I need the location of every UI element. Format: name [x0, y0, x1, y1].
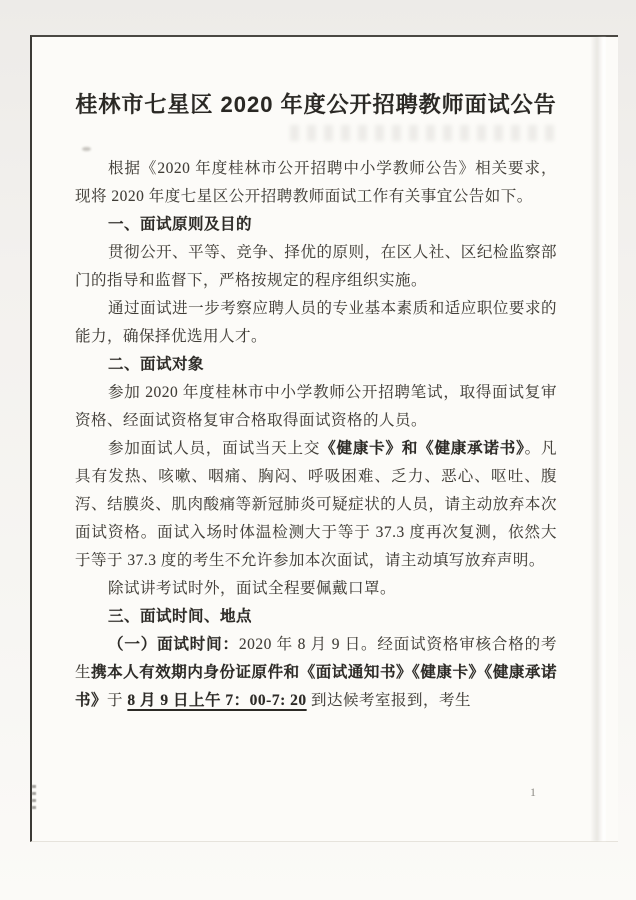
paragraph	[75, 239, 557, 295]
text-segment: 携本人有效期内身份证原件和《面试通知书》《健康卡》《健康承诺书》	[75, 664, 557, 709]
paragraph	[75, 379, 557, 435]
text-segment: 。凡具有发热、咳嗽、咽痛、胸闷、呼吸困难、乏力、恶心、呕吐、腹泻、结膜炎、肌肉酸痛等新冠肺炎可疑症状的人员，请主动放弃本次面试资格。面试入场时体温检测大于等于 37.3 度再次复测，依然大于等于 37.3 度的考生不允许参加本次面试，请主动填写放弃声明。	[75, 440, 557, 569]
text-segment: 通过面试进一步考察应聘人员的专业基本素质和适应职位要求的能力，确保择优选用人才。	[75, 300, 557, 345]
paragraph	[75, 575, 557, 603]
page-number: 1	[530, 785, 536, 799]
text-segment: 除试讲考试时外，面试全程要佩戴口罩。	[108, 580, 397, 597]
text-segment: 参加 2020 年度桂林市中小学教师公开招聘笔试，取得面试复审资格、经面试资格复审合格取得面试资格的人员。	[75, 384, 557, 429]
paragraph	[75, 631, 557, 715]
text-segment: 《健康卡》和《健康承诺书》	[320, 440, 525, 457]
document-page	[30, 35, 618, 842]
text-segment: 到达候考室报到，考生	[306, 692, 471, 709]
section-heading	[75, 211, 557, 239]
text-segment: 2020 年 8 月 9 日。经面试资格审核合格的考生	[75, 636, 557, 681]
document-title: 桂林市七星区 2020 年度公开招聘教师面试公告	[75, 92, 557, 117]
document-body	[75, 155, 557, 715]
page-fold-shading	[590, 37, 606, 841]
document-content	[75, 90, 557, 715]
paragraph	[75, 155, 557, 211]
paragraph	[75, 435, 557, 575]
text-segment: （一）面试时间：	[108, 636, 239, 653]
section-heading	[75, 603, 557, 631]
text-segment: 参加面试人员，面试当天上交	[108, 440, 321, 457]
text-segment: 贯彻公开、平等、竞争、择优的原则，在区人社、区纪检监察部门的指导和监督下，严格按规定的程序组织实施。	[75, 244, 557, 289]
text-segment: 二、面试对象	[108, 356, 205, 373]
text-segment: 于	[107, 692, 128, 709]
section-heading	[75, 351, 557, 379]
text-segment: 一、面试原则及目的	[108, 216, 253, 233]
text-segment: 根据《2020 年度桂林市公开招聘中小学教师公告》相关要求，现将 2020 年度七星区公开招聘教师面试工作有关事宜公告如下。	[75, 160, 557, 205]
paragraph	[75, 295, 557, 351]
text-segment: 8 月 9 日上午 7：00-7: 20	[127, 692, 307, 709]
text-segment: 三、面试时间、地点	[108, 608, 253, 625]
scan-speck	[32, 785, 36, 811]
